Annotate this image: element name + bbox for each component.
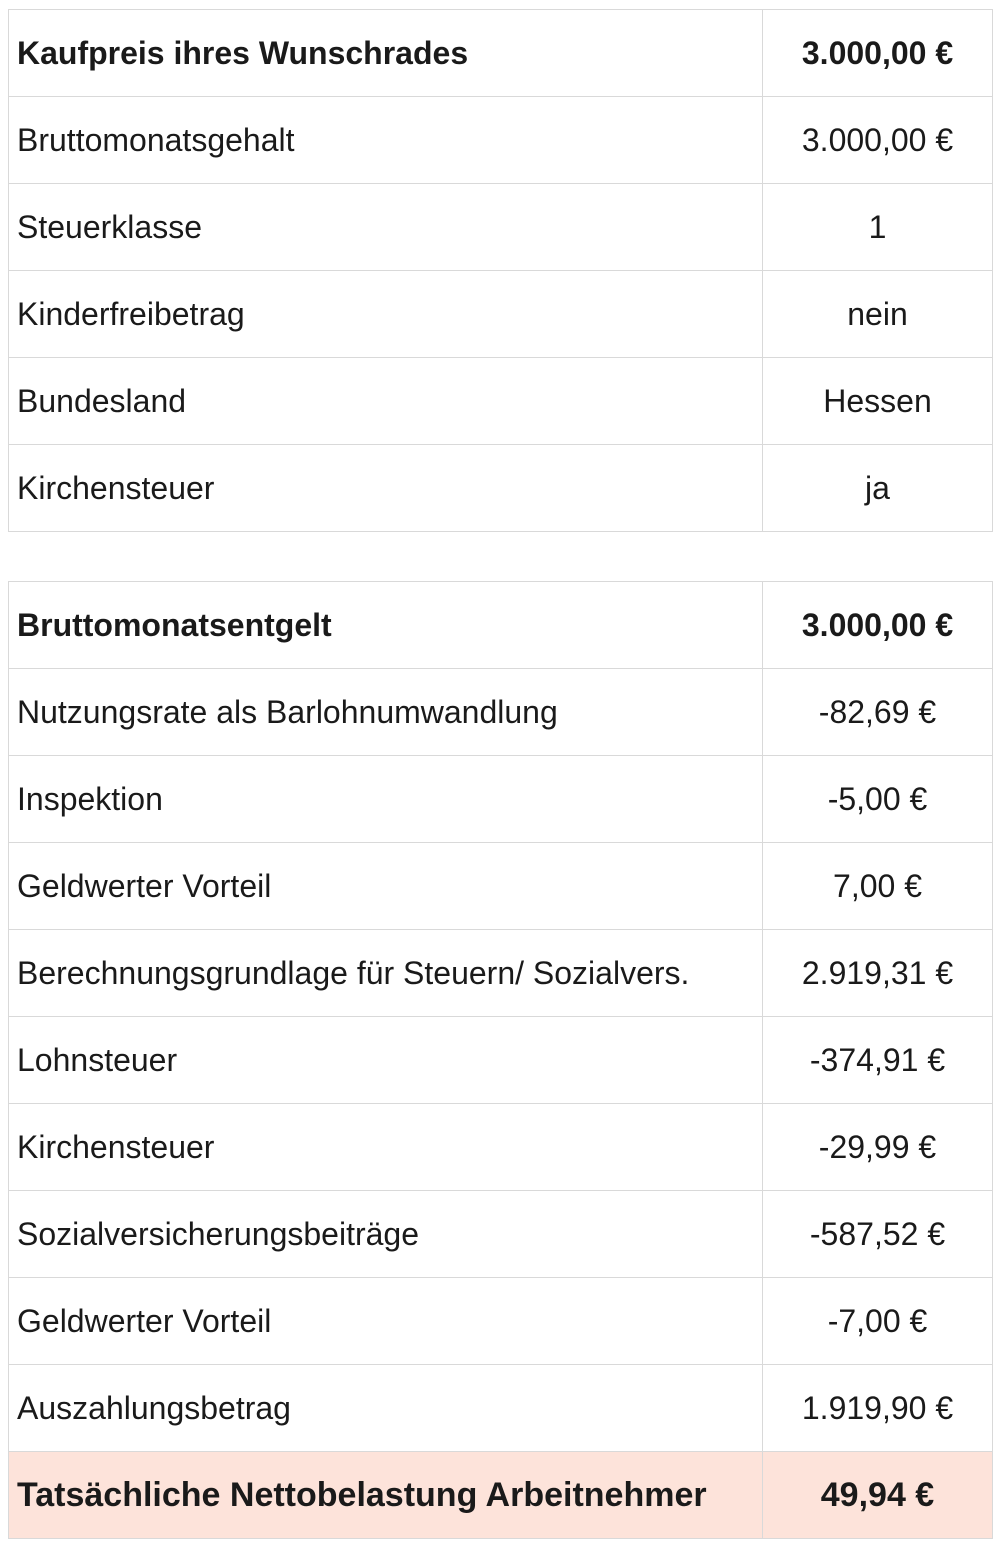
row-label: Kaufpreis ihres Wunschrades [9,10,763,97]
table-row-inspection [9,756,993,843]
row-value: ja [763,445,993,532]
row-value: -7,00 € [763,1278,993,1365]
table-row-purchase-price [9,10,993,97]
row-value: 3.000,00 € [763,97,993,184]
row-value: -587,52 € [763,1191,993,1278]
table-row-benefit-in-kind [9,843,993,930]
table-row-assessment-basis [9,930,993,1017]
table-row-church-tax [9,445,993,532]
row-label: Kirchensteuer [9,1104,763,1191]
table-row-child-allowance [9,271,993,358]
row-label: Tatsächliche Nettobelastung Arbeitnehmer [9,1452,763,1539]
table-row-income-tax [9,1017,993,1104]
table-row-church-tax-amount [9,1104,993,1191]
row-value: nein [763,271,993,358]
row-value: 49,94 € [763,1452,993,1539]
table-row-usage-rate [9,669,993,756]
row-label: Bruttomonatsentgelt [9,582,763,669]
table-row-net-burden [9,1452,993,1539]
row-value: -5,00 € [763,756,993,843]
table-row-tax-class [9,184,993,271]
table-row-payout [9,1365,993,1452]
table-row-gross-salary [9,97,993,184]
result-table [8,581,993,1539]
table-row-federal-state [9,358,993,445]
row-label: Inspektion [9,756,763,843]
row-label: Bundesland [9,358,763,445]
row-value: 3.000,00 € [763,582,993,669]
row-value: -374,91 € [763,1017,993,1104]
row-value: 1 [763,184,993,271]
row-value: 1.919,90 € [763,1365,993,1452]
row-label: Berechnungsgrundlage für Steuern/ Sozialvers. [9,930,763,1017]
row-label: Sozialversicherungsbeiträge [9,1191,763,1278]
row-label: Geldwerter Vorteil [9,1278,763,1365]
row-value: -82,69 € [763,669,993,756]
row-label: Nutzungsrate als Barlohnumwandlung [9,669,763,756]
row-label: Auszahlungsbetrag [9,1365,763,1452]
table-row-gross-pay [9,582,993,669]
row-label: Lohnsteuer [9,1017,763,1104]
row-label: Bruttomonatsgehalt [9,97,763,184]
row-value: 2.919,31 € [763,930,993,1017]
row-label: Kinderfreibetrag [9,271,763,358]
row-label: Geldwerter Vorteil [9,843,763,930]
row-label: Steuerklasse [9,184,763,271]
input-table [8,9,993,532]
table-row-social-security [9,1191,993,1278]
row-value: Hessen [763,358,993,445]
row-label: Kirchensteuer [9,445,763,532]
row-value: -29,99 € [763,1104,993,1191]
row-value: 7,00 € [763,843,993,930]
row-value: 3.000,00 € [763,10,993,97]
table-row-benefit-in-kind-deduction [9,1278,993,1365]
